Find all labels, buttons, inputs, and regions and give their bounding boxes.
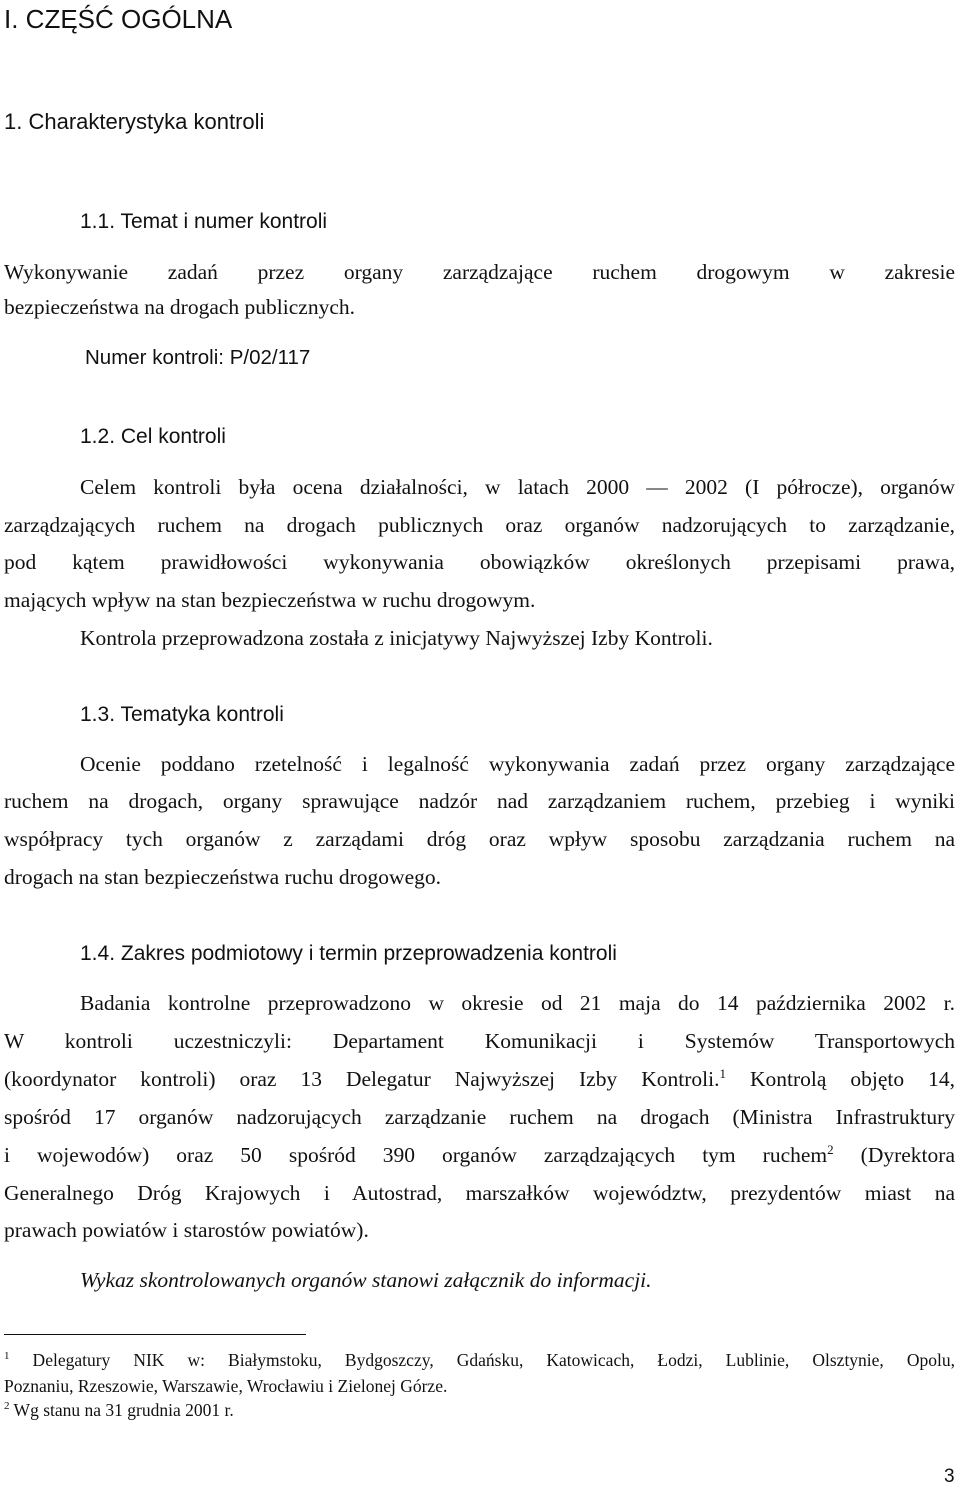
paragraph-line <box>4 1142 955 1167</box>
paragraph-line: współpracy tych organów z zarządami dróg oraz wpływ sposobu zarządzania ruchem na <box>4 827 955 851</box>
line-text: (Dyrektora <box>833 1143 955 1167</box>
line-text: Kontrolą objęto 14, <box>725 1067 955 1091</box>
paragraph-line: drogach na stan bezpieczeństwa ruchu drogowego. <box>4 865 441 889</box>
paragraph-line: zarządzających ruchem na drogach publicznych oraz organów nadzorujących to zarządzanie, <box>4 513 955 537</box>
footnote-ref-2[interactable]: 2 <box>827 1142 834 1157</box>
section-heading-1-4: 1.4. Zakres podmiotowy i termin przeprowadzenia kontroli <box>80 942 617 965</box>
paragraph-line: W kontroli uczestniczyli: Departament Komunikacji i Systemów Transportowych <box>4 1029 955 1053</box>
chapter-title: I. CZĘŚĆ OGÓLNA <box>4 4 233 34</box>
paragraph-line: spośród 17 organów nadzorujących zarządzanie ruchem na drogach (Ministra Infrastruktury <box>4 1105 955 1129</box>
section-heading-1: 1. Charakterystyka kontroli <box>4 109 265 134</box>
footnote-2 <box>4 1402 234 1420</box>
footnote-mark-2: 2 <box>4 1400 10 1412</box>
footnote-ref-1[interactable]: 1 <box>719 1066 726 1081</box>
footnote-separator <box>4 1334 306 1335</box>
footnote-mark-1: 1 <box>4 1350 10 1362</box>
paragraph-line: Ocenie poddano rzetelność i legalność wykonywania zadań przez organy zarządzające <box>80 752 955 776</box>
page-number: 3 <box>944 1466 955 1487</box>
paragraph-line: Kontrola przeprowadzona została z inicjatywy Najwyższej Izby Kontroli. <box>80 626 713 650</box>
paragraph-line: pod kątem prawidłowości wykonywania obowiązków określonych przepisami prawa, <box>4 550 955 574</box>
footnote-text: Wg stanu na 31 grudnia 2001 r. <box>9 1400 234 1420</box>
paragraph-line: prawach powiatów i starostów powiatów). <box>4 1218 369 1242</box>
paragraph-line: ruchem na drogach, organy sprawujące nadzór nad zarządzaniem ruchem, przebieg i wyniki <box>4 789 955 813</box>
paragraph-line <box>4 1066 955 1091</box>
section-heading-1-3: 1.3. Tematyka kontroli <box>80 703 284 726</box>
control-number-value: P/02/117 <box>229 346 311 369</box>
line-text: (koordynator kontroli) oraz 13 Delegatur Najwyższej Izby Kontroli. <box>4 1067 720 1091</box>
paragraph-line: Badania kontrolne przeprowadzono w okresie od 21 maja do 14 października 2002 r. <box>80 991 955 1015</box>
paragraph-line: Wykonywanie zadań przez organy zarządzające ruchem drogowym w zakresie <box>4 260 955 284</box>
line-text: i wojewodów) oraz 50 spośród 390 organów zarządzających tym ruchem <box>4 1143 828 1167</box>
footnote-1 <box>4 1352 955 1370</box>
annex-note: Wykaz skontrolowanych organów stanowi załącznik do informacji. <box>80 1268 652 1292</box>
control-number <box>85 348 310 369</box>
paragraph-line: bezpieczeństwa na drogach publicznych. <box>4 295 356 319</box>
section-heading-1-2: 1.2. Cel kontroli <box>80 425 226 448</box>
paragraph-line: Generalnego Dróg Krajowych i Autostrad, marszałków województw, prezydentów miast na <box>4 1181 955 1205</box>
paragraph-line: Celem kontroli była ocena działalności, w latach 2000 — 2002 (I półrocze), organów <box>80 475 955 499</box>
footnote-1-continued: Poznaniu, Rzeszowie, Warszawie, Wrocławiu i Zielonej Górze. <box>4 1376 448 1396</box>
section-heading-1-1: 1.1. Temat i numer kontroli <box>80 210 328 233</box>
paragraph-line: mających wpływ na stan bezpieczeństwa w ruchu drogowym. <box>4 588 536 612</box>
control-number-label: Numer kontroli: <box>85 346 224 369</box>
footnote-text: Delegatury NIK w: Białymstoku, Bydgoszczy, Gdańsku, Katowicach, Łodzi, Lublinie, Olsztynie, Opolu, <box>9 1350 955 1370</box>
